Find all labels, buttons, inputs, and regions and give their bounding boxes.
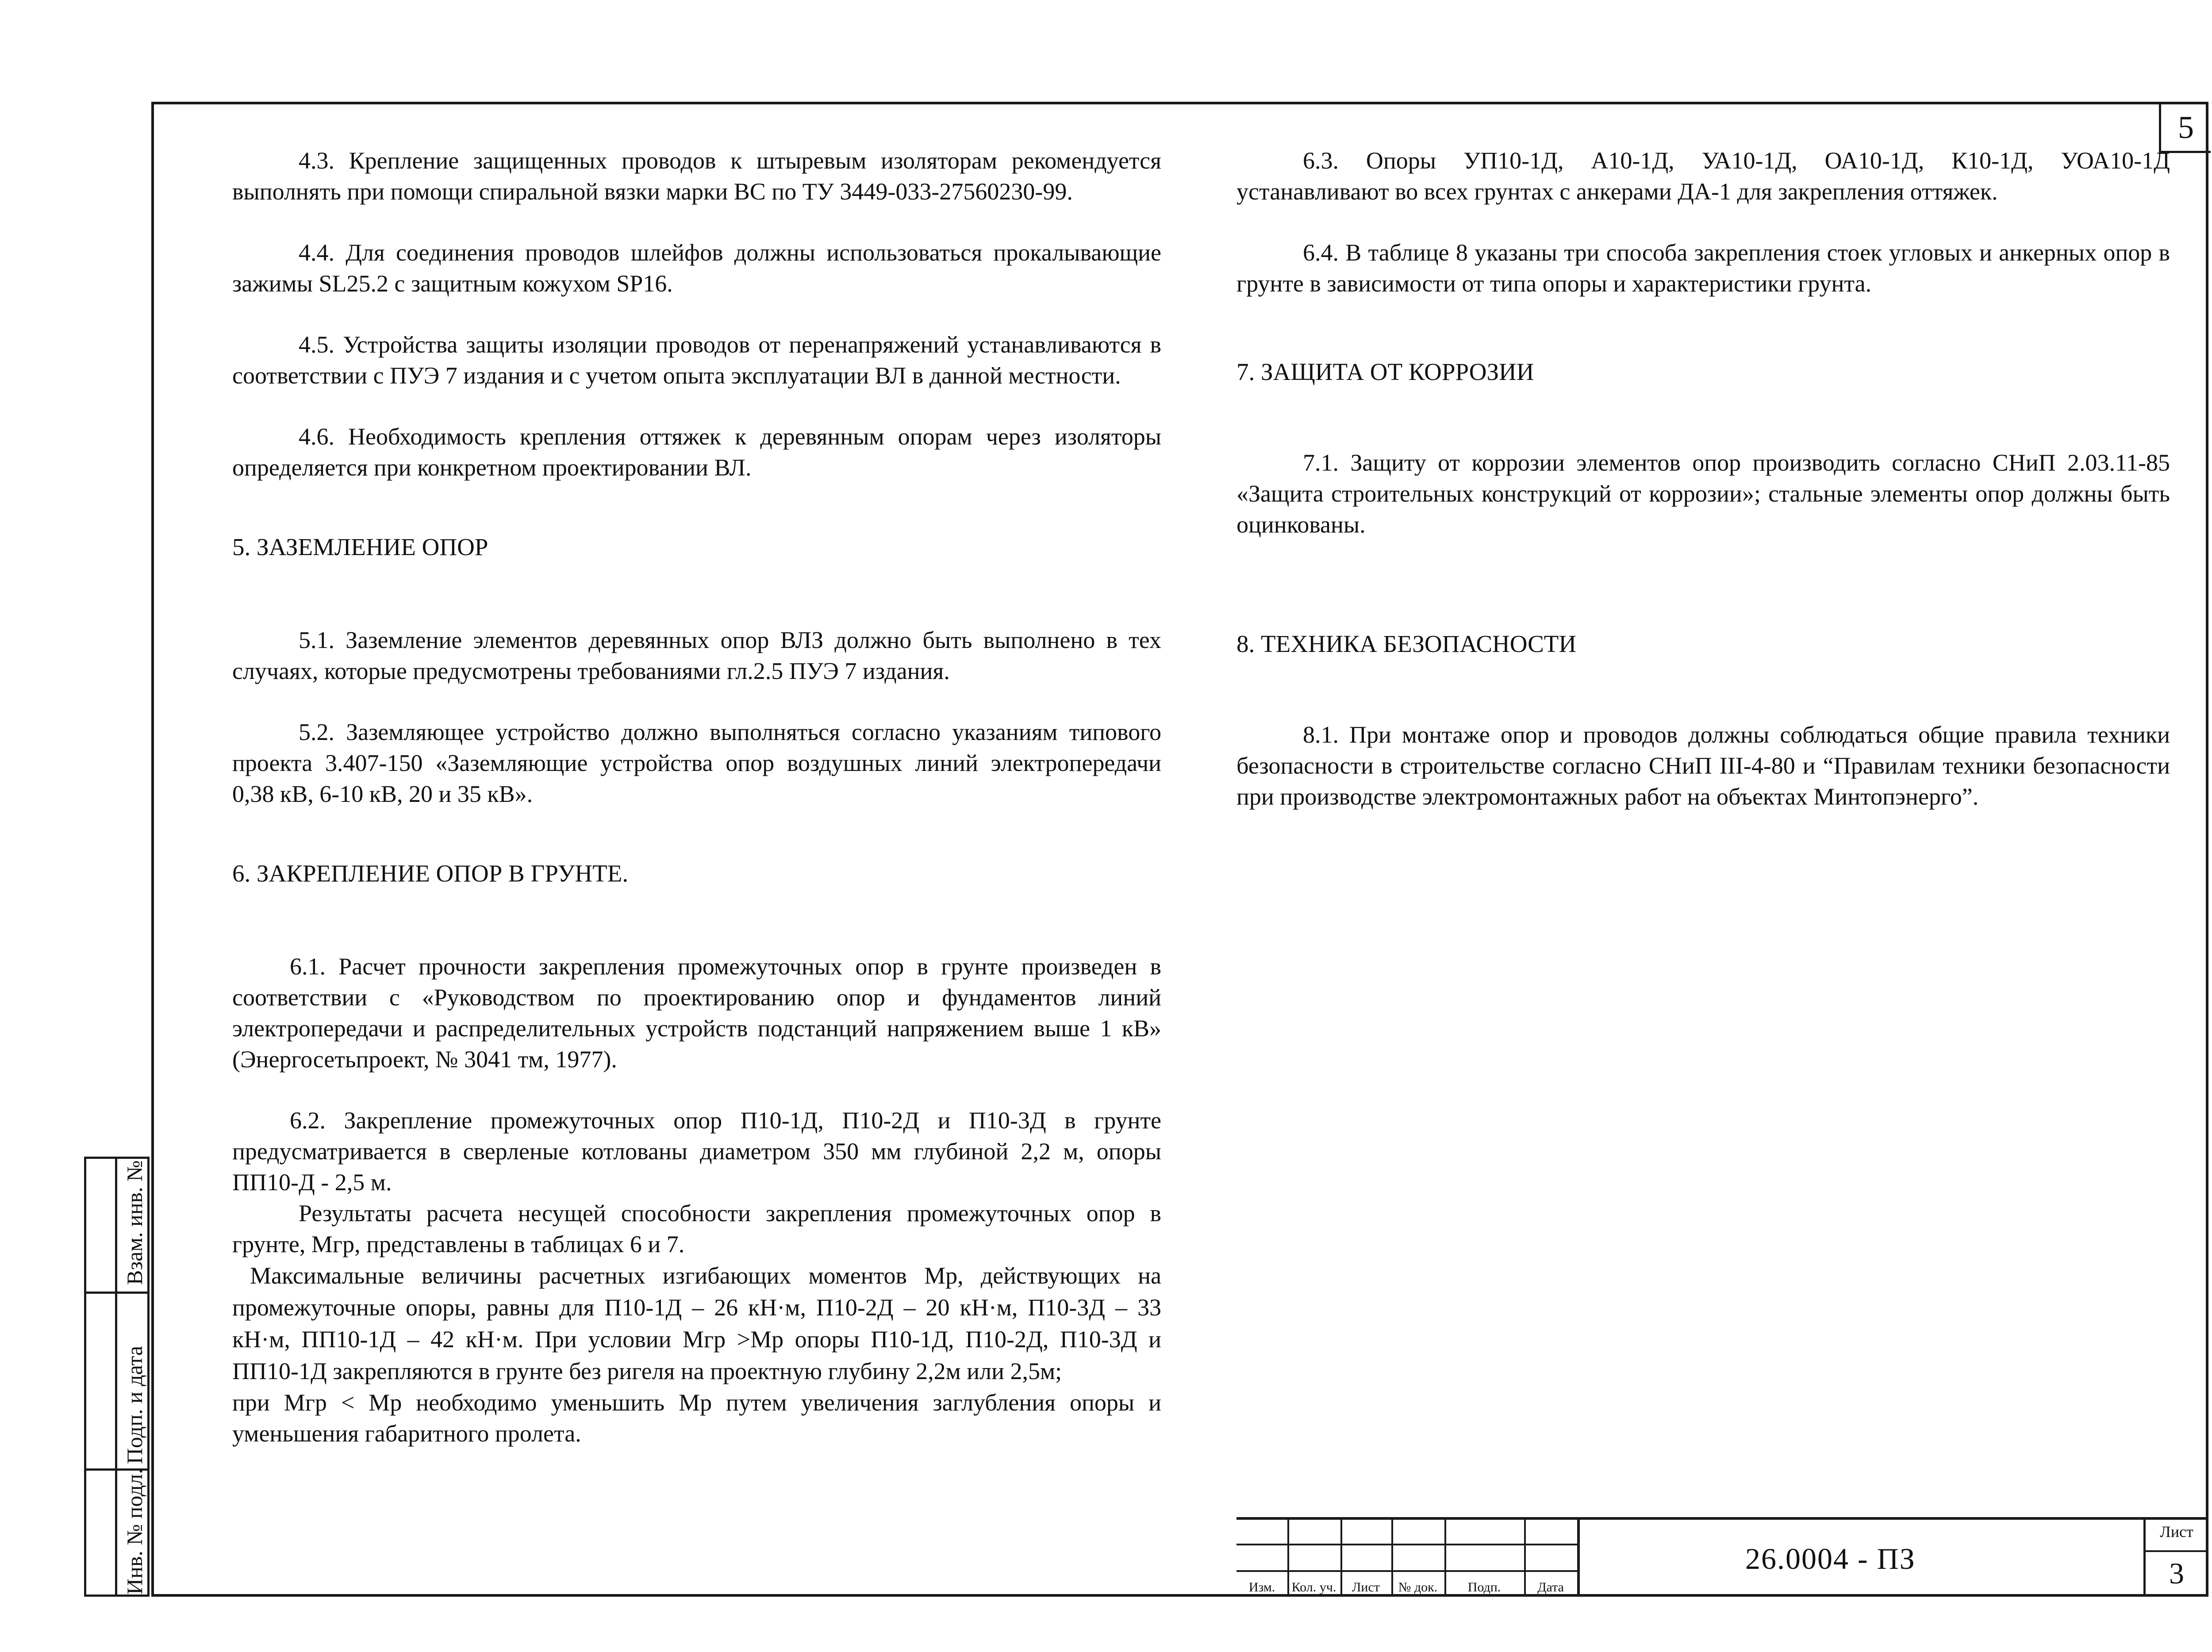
col-izm: Изм. [1248, 1580, 1275, 1595]
col-list: Лист [1352, 1580, 1380, 1595]
heading-section-8: 8. ТЕХНИКА БЕЗОПАСНОСТИ [1237, 630, 1577, 657]
col-data: Дата [1537, 1580, 1564, 1595]
side-stamp [84, 1157, 150, 1597]
paragraph-6-3: 6.3. Опоры УП10-1Д, А10-1Д, УА10-1Д, ОА10-1Д, К10-1Д, УОА10-1Д устанавливают во всех грунтах с анкерами ДА-1 для закрепления оттяжек. [1237, 147, 2170, 205]
document-code: 26.0004 - ПЗ [1745, 1542, 1916, 1575]
paragraph-5-1: 5.1. Заземление элементов деревянных опор ВЛЗ должно быть выполнено в тех случаях, которые предусмотрены требованиями гл.2.5 ПУЭ 7 издания. [232, 627, 1161, 684]
col-kol-uch: Кол. уч. [1291, 1580, 1336, 1595]
revision-grid [1237, 1517, 1577, 1597]
paragraph-6-2b: Результаты расчета несущей способности закрепления промежуточных опор в грунте, Мгр, представлены в таблицах 6 и 7. [232, 1200, 1161, 1257]
paragraph-4-3: 4.3. Крепление защищенных проводов к штыревым изоляторам рекомендуется выполнять при помощи спиральной вязки марки ВС по ТУ 3449-033-27560230-99. [232, 147, 1161, 205]
sheet-number: 3 [2169, 1556, 2184, 1590]
paragraph-4-4: 4.4. Для соединения проводов шлейфов должны использоваться прокалывающие зажимы SL25.2 с защитным кожухом SP16. [232, 239, 1161, 297]
stamp-inv-label: Инв. № подл. [122, 1468, 147, 1595]
sheet-label: Лист [2160, 1523, 2193, 1541]
stamp-podp-label: Подп. и дата [122, 1345, 147, 1464]
paragraph-6-1: 6.1. Расчет прочности закрепления промежуточных опор в грунте произведен в соответствии с «Руководством по проектированию опор и фундаментов линий электропередачи и распределительных устройств подстанций напряжением выше 1 кВ» (Энергосетьпроект, № 3041 тм, 1977). [232, 953, 1161, 1073]
paragraph-5-2: 5.2. Заземляющее устройство должно выполняться согласно указаниям типового проекта 3.407-150 «Заземляющие устройства опор воздушных линий электропередачи 0,38 кВ, 6-10 кВ, 20 и 35 кВ». [232, 719, 1161, 807]
paragraph-8-1: 8.1. При монтаже опор и проводов должны соблюдаться общие правила техники безопасности в строительстве согласно СНиП III-4-80 и “Правилам техники безопасности при производстве электромонтажных работ на объектах Минтопэнерго”. [1237, 721, 2170, 810]
page-number: 5 [2159, 104, 2211, 153]
left-column [232, 145, 1161, 1449]
paragraph-4-5: 4.5. Устройства защиты изоляции проводов от перенапряжений устанавливаются в соответствии с ПУЭ 7 издания и с учетом опыта эксплуатации ВЛ в данной местности. [232, 331, 1161, 389]
paragraph-6-2c: Максимальные величины расчетных изгибающих моментов Мр, действующих на промежуточные опоры, равны для П10-1Д – 26 кН·м, П10-2Д – 20 кН·м, П10-3Д – 33 кН·м, ПП10-1Д – 42 кН·м. При условии Мгр >Мр опоры П10-1Д, П10-2Д, П10-3Д и ПП10-1Д закрепляются в грунте без ригеля на проектную глубину 2,2м или 2,5м; [232, 1262, 1161, 1384]
heading-section-5: 5. ЗАЗЕМЛЕНИЕ ОПОР [232, 533, 488, 560]
heading-section-6: 6. ЗАКРЕПЛЕНИЕ ОПОР В ГРУНТЕ. [232, 860, 629, 887]
heading-section-7: 7. ЗАЩИТА ОТ КОРРОЗИИ [1237, 358, 1534, 385]
title-block [1237, 1517, 2208, 1597]
col-podp: Подп. [1467, 1580, 1501, 1595]
paragraph-6-4: 6.4. В таблице 8 указаны три способа закрепления стоек угловых и анкерных опор в грунте в зависимости от типа опоры и характеристики грунта. [1237, 239, 2170, 297]
stamp-vzam-label: Взам. инв. № [122, 1160, 147, 1285]
paragraph-7-1: 7.1. Защиту от коррозии элементов опор производить согласно СНиП 2.03.11-85 «Защита строительных конструкций от коррозии»; стальные элементы опор должны быть оцинкованы. [1237, 449, 2170, 538]
paragraph-6-2a: 6.2. Закрепление промежуточных опор П10-1Д, П10-2Д и П10-3Д в грунте предусматривается в сверленые котлованы диаметром 350 мм глубиной 2,2 м, опоры ПП10-Д - 2,5 м. [232, 1107, 1161, 1196]
right-column [1237, 145, 2170, 812]
paragraph-6-2d: при Мгр < Мр необходимо уменьшить Мр путем увеличения заглубления опоры и уменьшения габаритного пролета. [232, 1389, 1161, 1447]
col-n-dok: № док. [1398, 1580, 1438, 1595]
paragraph-4-6: 4.6. Необходимость крепления оттяжек к деревянным опорам через изоляторы определяется при конкретном проектировании ВЛ. [232, 423, 1161, 481]
